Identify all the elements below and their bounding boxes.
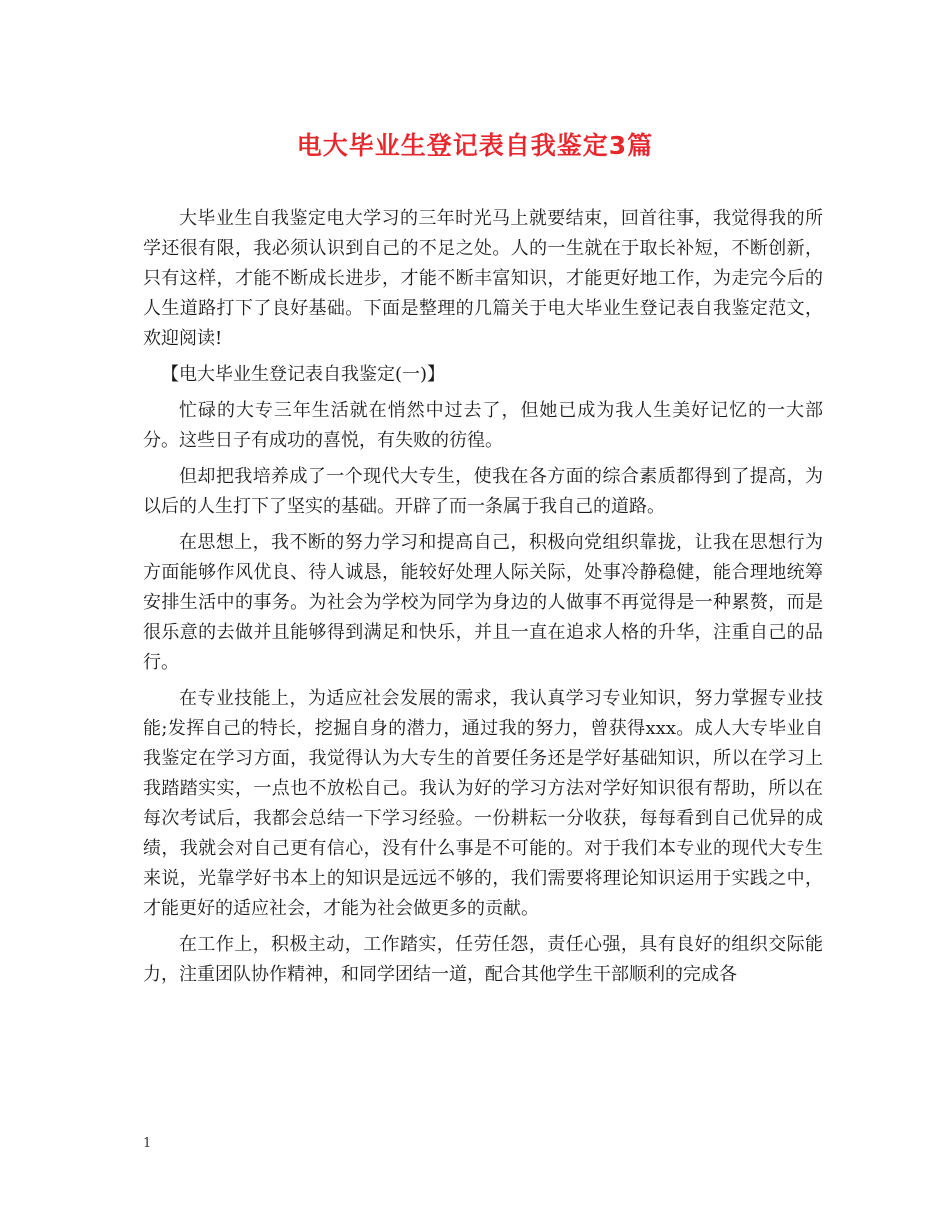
body-paragraph: 在专业技能上，为适应社会发展的需求，我认真学习专业知识，努力掌握专业技能;发挥自己的特长，挖掘自身的潜力，通过我的努力，曾获得xxx。成人大专毕业自我鉴定在学习方面，我觉得认为大专生的首要任务还是学好基础知识，所以在学习上我踏踏实实，一点也不放松自己。我认为好的学习方法对学好知识很有帮助，所以在每次考试后，我都会总结一下学习经验。一份耕耘一分收获，每每看到自己优异的成绩，我就会对自己更有信心，没有什么事是不可能的。对于我们本专业的现代大专生来说，光靠学好书本上的知识是远远不够的，我们需要将理论知识运用于实践之中，才能更好的适应社会，才能为社会做更多的贡献。 <box>143 688 823 919</box>
page-number: 1 <box>143 1136 152 1151</box>
body-paragraph: 但却把我培养成了一个现代大专生，使我在各方面的综合素质都得到了提高，为以后的人生打下了坚实的基础。开辟了而一条属于我自己的道路。 <box>143 466 823 517</box>
body-paragraph: 忙碌的大专三年生活就在悄然中过去了，但她已成为我人生美好记忆的一大部分。这些日子有成功的喜悦，有失败的彷徨。 <box>143 400 823 451</box>
intro-paragraph: 大毕业生自我鉴定电大学习的三年时光马上就要结束，回首往事，我觉得我的所学还很有限，我必须认识到自己的不足之处。人的一生就在于取长补短，不断创新，只有这样，才能不断成长进步，才能不断丰富知识，才能更好地工作，为走完今后的人生道路打下了良好基础。下面是整理的几篇关于电大毕业生登记表自我鉴定范文，欢迎阅读! <box>143 208 823 349</box>
document-title: 电大毕业生登记表自我鉴定3篇 <box>296 131 654 160</box>
body-paragraph: 在思想上，我不断的努力学习和提高自己，积极向党组织靠拢，让我在思想行为方面能够作风优良、待人诚恳，能较好处理人际关际，处事冷静稳健，能合理地统筹安排生活中的事务。为社会为学校为同学为身边的人做事不再觉得是一种累赘，而是很乐意的去做并且能够得到满足和快乐，并且一直在追求人格的升华，注重自己的品行。 <box>143 532 823 673</box>
body-paragraph: 在工作上，积极主动，工作踏实，任劳任怨，责任心强，具有良好的组织交际能力，注重团队协作精神，和同学团结一道，配合其他学生干部顺利的完成各 <box>143 934 823 985</box>
document-body <box>143 204 823 990</box>
section-heading: 【电大毕业生登记表自我鉴定(一)】 <box>161 364 446 385</box>
